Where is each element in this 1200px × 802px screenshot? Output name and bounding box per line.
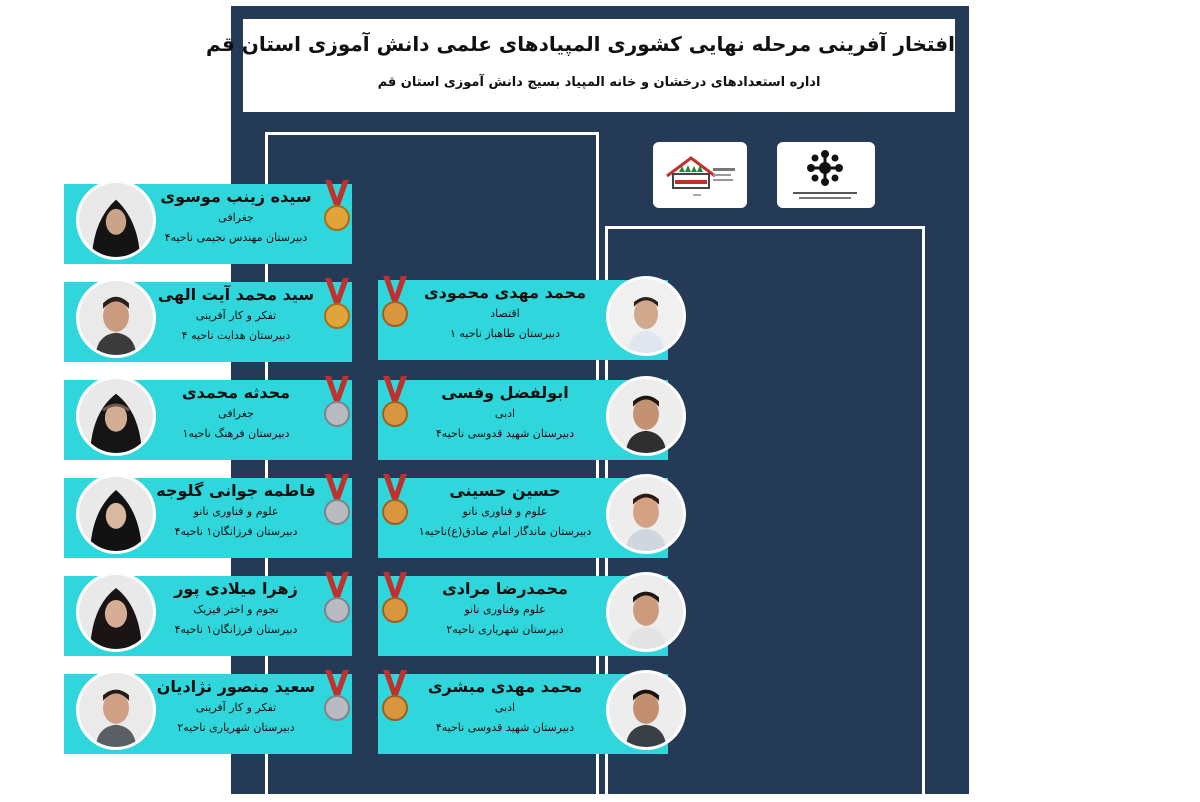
student-school: دبیرستان هدایت ناحیه ۴ [181,329,291,342]
student-card [64,282,352,362]
student-card [378,280,668,360]
student-card [64,674,352,754]
student-subject: جغرافی [218,211,254,224]
student-subject: اقتصاد [490,307,520,320]
student-subject: تفکر و کار آفرینی [195,701,277,714]
silver-medal-icon [322,670,352,722]
student-name: فاطمه جوانی گلوجه [156,481,316,500]
student-subject: جغرافی [218,407,254,420]
student-school: دبیرستان طاهباز ناحیه ۱ [449,327,561,340]
organization-emblem-logo [777,142,875,208]
student-school: دبیرستان شهید قدوسی ناحیه۴ [435,721,575,734]
student-subject: ادبی [494,701,516,714]
student-school: دبیرستان فرزانگان۱ ناحیه۴ [174,623,298,636]
student-card [378,478,668,558]
student-name: حسین حسینی [449,481,561,500]
student-card [64,478,352,558]
bronze-medal-icon [380,670,410,722]
student-photo [606,670,686,750]
bronze-medal-icon [380,474,410,526]
header-banner [206,19,955,112]
student-school: دبیرستان شهریاری ناحیه۲ [446,623,564,636]
student-photo [76,278,156,358]
student-name: محمدرضا مرادی [442,579,568,598]
gold-medal-icon [322,180,352,232]
student-school: دبیرستان فرهنگ ناحیه۱ [182,427,290,440]
student-school: دبیرستان مهندس نجیمی ناحیه۴ [164,231,308,244]
silver-medal-icon [322,474,352,526]
student-card [64,380,352,460]
student-photo [76,376,156,456]
student-subject: نجوم و اختر فیزیک [193,603,279,616]
gold-medal-icon [322,278,352,330]
page-title: افتخار آفرینی مرحله نهایی کشوری المپیادهای علمی دانش آموزی استان قم [206,32,955,56]
student-name: محمد مهدی محمودی [424,283,586,302]
student-card [64,576,352,656]
silver-medal-icon [322,376,352,428]
student-photo [76,474,156,554]
student-name: محمد مهدی مبشری [427,677,583,696]
student-name: سید محمد آیت الهی [157,285,315,304]
student-photo [606,474,686,554]
student-name: ابولفضل وفسی [441,383,569,402]
student-school: دبیرستان فرزانگان۱ ناحیه۴ [174,525,298,538]
student-photo [76,572,156,652]
student-name: سعید منصور نژادیان [156,677,316,696]
student-subject: ادبی [494,407,516,420]
bronze-medal-icon [380,572,410,624]
student-card [378,674,668,754]
student-card [64,184,352,264]
student-photo [606,572,686,652]
student-name: زهرا میلادی پور [174,579,298,598]
bronze-medal-icon [380,276,410,328]
student-photo [606,376,686,456]
student-subject: علوم و فناوری نانو [462,505,548,518]
student-school: دبیرستان شهید قدوسی ناحیه۴ [435,427,575,440]
page-subtitle: اداره استعدادهای درخشان و خانه المپیاد بسیج دانش آموزی استان قم [377,75,821,90]
student-photo [606,276,686,356]
house-logo [653,142,747,208]
silver-medal-icon [322,572,352,624]
student-card [378,380,668,460]
student-photo [76,180,156,260]
student-subject: تفکر و کار آفرینی [195,309,277,322]
student-photo [76,670,156,750]
student-subject: علوم وفناوری نانو [464,603,546,616]
student-card [378,576,668,656]
student-name: محدثه محمدی [181,383,291,402]
bronze-medal-icon [380,376,410,428]
student-name: سیده زینب موسوی [160,187,312,206]
student-subject: علوم و فناوری نانو [193,505,279,518]
student-school: دبیرستان ماندگار امام صادق(ع)ناحیه۱ [418,525,592,538]
student-school: دبیرستان شهریاری ناحیه۲ [177,721,295,734]
